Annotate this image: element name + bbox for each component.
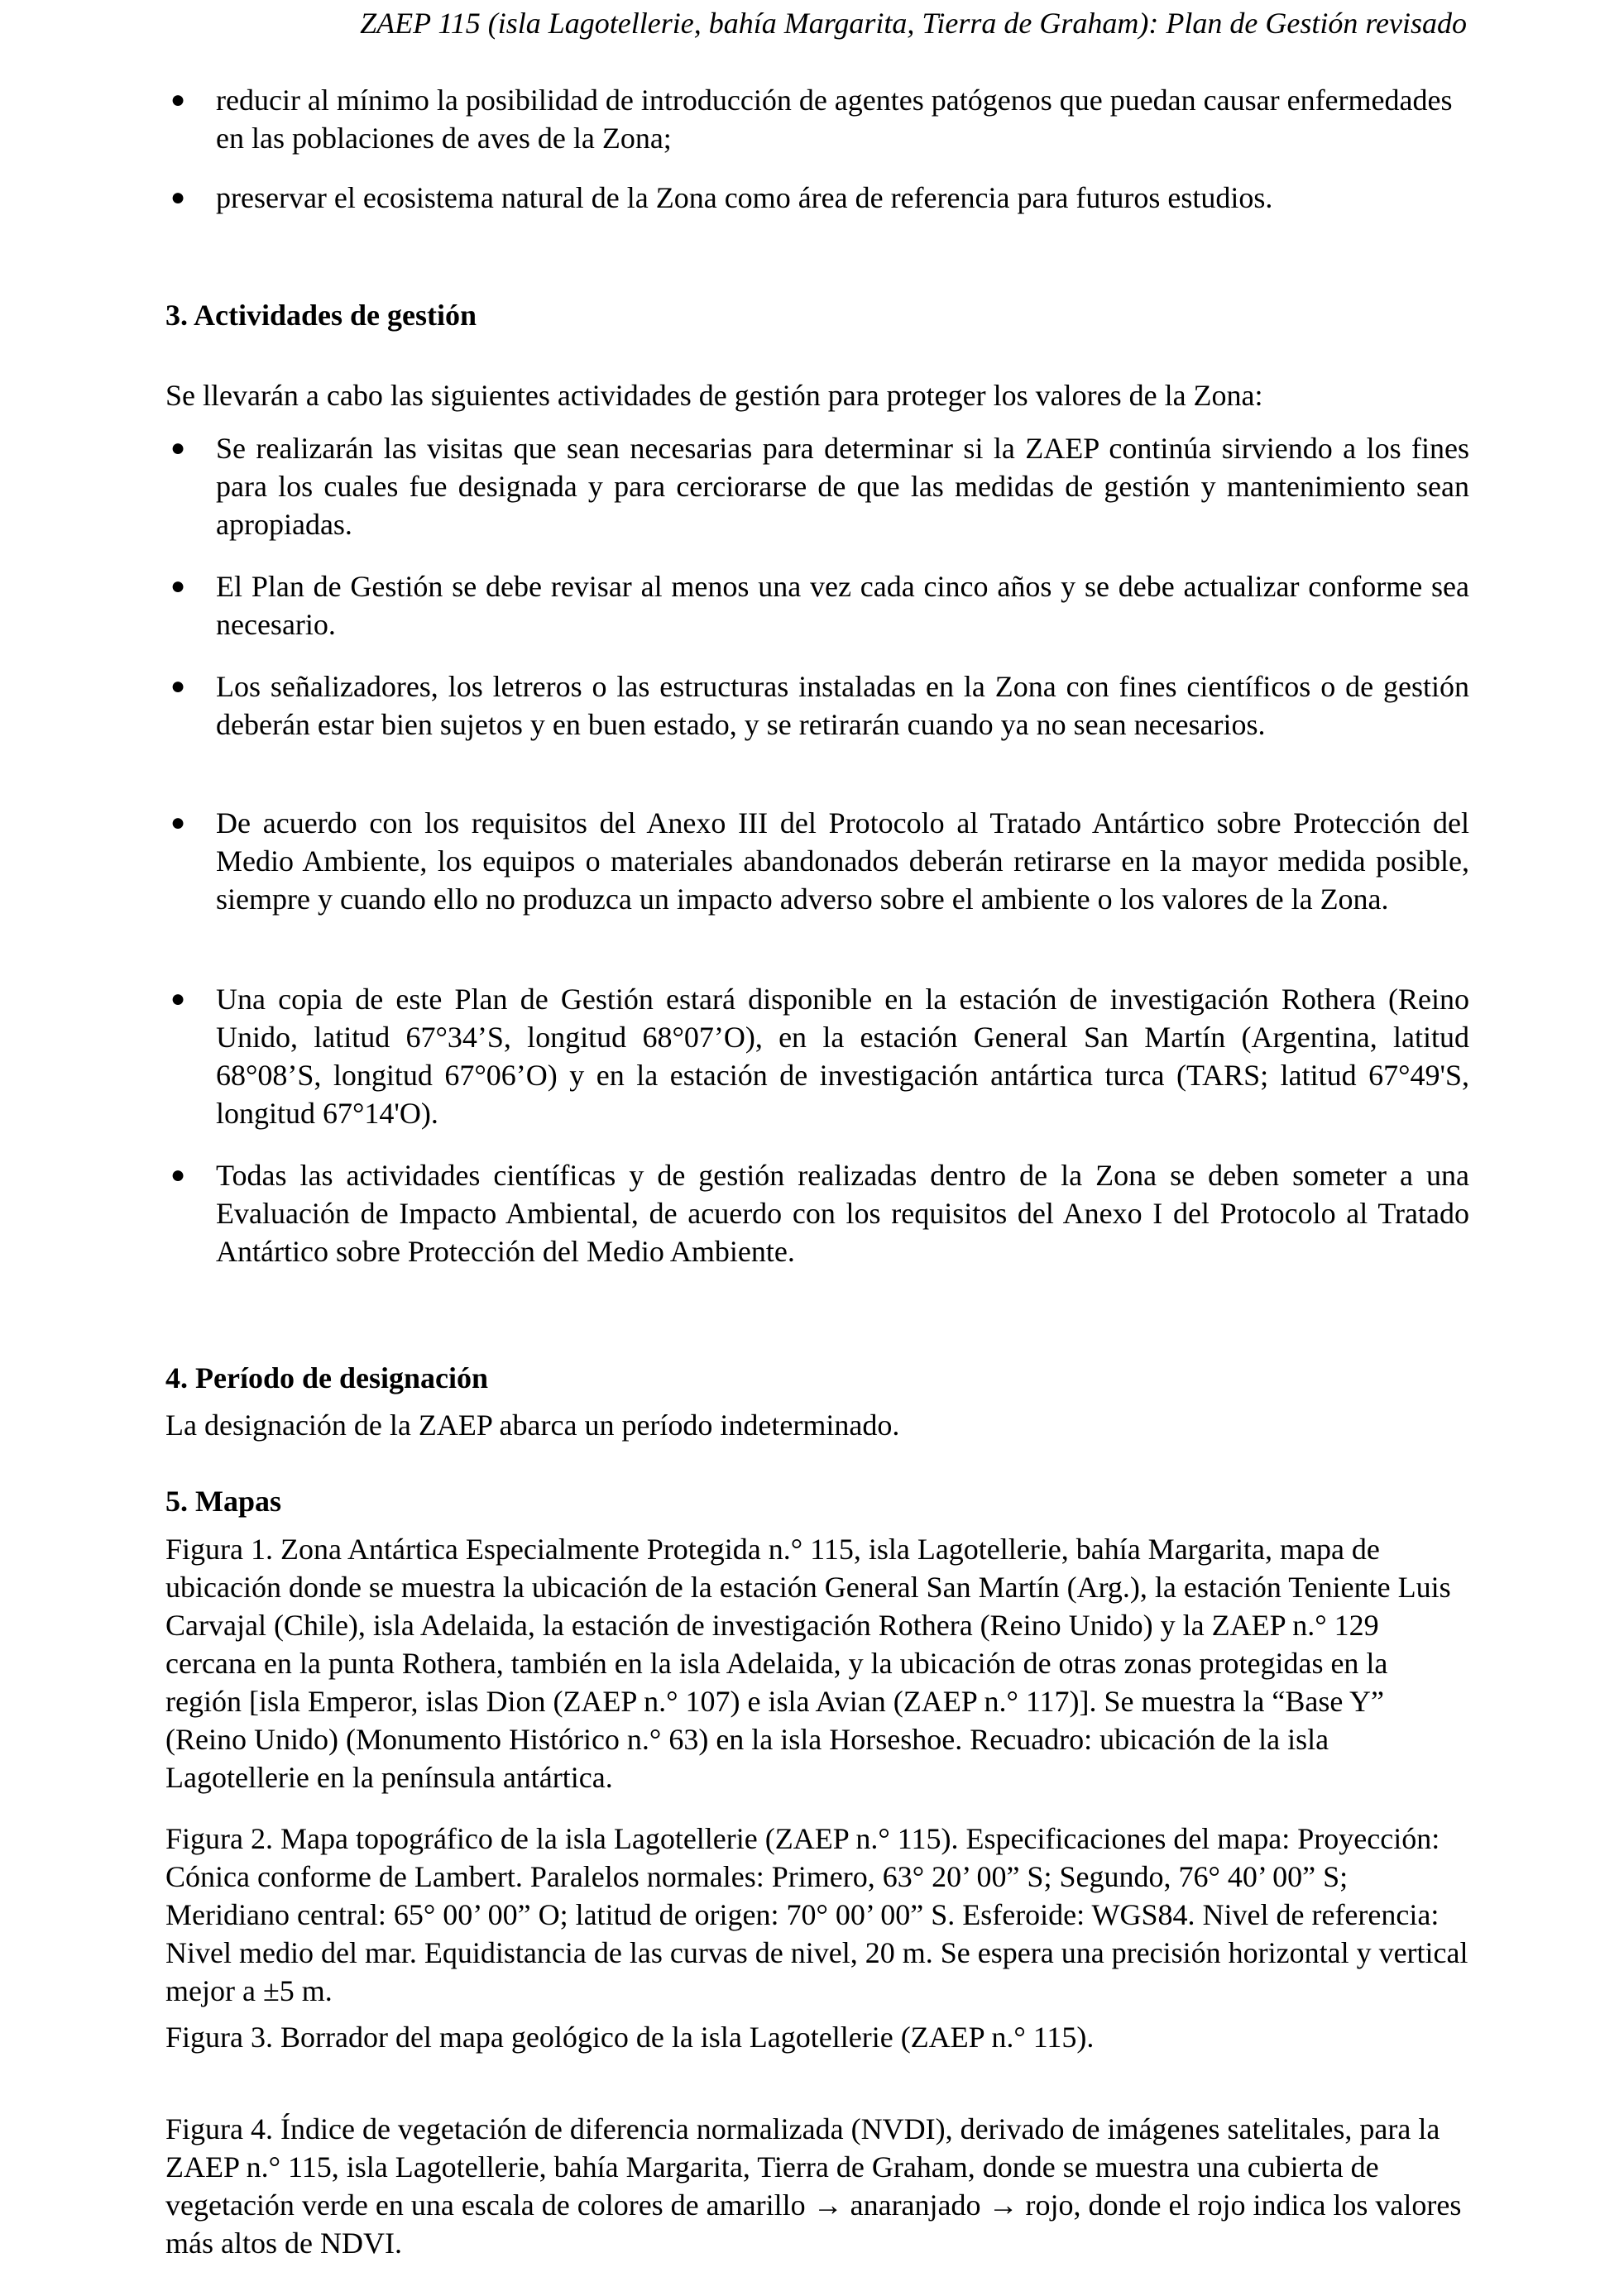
section-heading-3: 3. Actividades de gestión (165, 299, 477, 332)
bullet-icon: ● (170, 985, 186, 1012)
figure-2-caption: Figura 2. Mapa topográfico de la isla Lagotellerie (ZAEP n.° 115). Especificaciones del mapa: Proyección: Cónica conforme de Lambert. Paralelos normales: Primero, 63° 20’ 00” S; Segundo, 76° 40’ 00” S; Meridiano central: 65° 00’ 00” O; latitud de origen: 70° 00’ 00” S. Esferoide: WGS84. Nivel de referencia: Nivel medio del mar. Equidistancia de las curvas de nivel, 20 m. Se espera una precisión horizontal y vertical mejor a ±5 m. (165, 1822, 1468, 2007)
figure-1-caption: Figura 1. Zona Antártica Especialmente Protegida n.° 115, isla Lagotellerie, bahía Margarita, mapa de ubicación donde se muestra la ubicación de la estación General San Martín (Arg.), la estación Teniente Luis Carvajal (Chile), isla Adelaida, la estación de investigación Rothera (Reino Unido) y la ZAEP n.° 129 cercana en la punta Rothera, también en la isla Adelaida, y la ubicación de otras zonas protegidas en la región [isla Emperor, islas Dion (ZAEP n.° 107) e isla Avian (ZAEP n.° 117)]. Se muestra la “Base Y” (Reino Unido) (Monumento Histórico n.° 63) en la isla Horseshoe. Recuadro: ubicación de la isla Lagotellerie en la península antártica. (165, 1533, 1451, 1794)
section4-text: La designación de la ZAEP abarca un período indeterminado. (165, 1409, 900, 1442)
section-heading-4: 4. Período de designación (165, 1361, 489, 1394)
management-list-item-3 (165, 667, 1469, 744)
management-list-item-1 (165, 429, 1469, 543)
list-item: ● Se realizarán las visitas que sean necesarias para determinar si la ZAEP continúa sirviendo a los fines para los cuales fue designada y para cerciorarse de que las medidas de gestión y mantenimiento sean apropiadas. (165, 429, 1469, 543)
figure-4-caption: Figura 4. Índice de vegetación de diferencia normalizada (NVDI), derivado de imágenes satelitales, para la ZAEP n.° 115, isla Lagotellerie, bahía Margarita, Tierra de Graham, donde se muestra una cubierta de vegetación verde en una escala de colores de amarillo → anaranjado → rojo, donde el rojo indica los valores más altos de NDVI. (165, 2112, 1462, 2260)
management-list-item-2 (165, 567, 1469, 643)
bullet-icon: ● (170, 1161, 186, 1189)
list-item: ● Los señalizadores, los letreros o las estructuras instaladas en la Zona con fines científicos o de gestión deberán estar bien sujetos y en buen estado, y se retirarán cuando ya no sean necesarios. (165, 667, 1469, 744)
section-heading-5: 5. Mapas (165, 1485, 282, 1518)
list-item: ● De acuerdo con los requisitos del Anexo III del Protocolo al Tratado Antártico sobre Protección del Medio Ambiente, los equipos o materiales abandonados deberán retirarse en la mayor medida posible, siempre y cuando ello no produzca un impacto adverso sobre el ambiente o los valores de la Zona. (165, 804, 1469, 918)
objectives-list (165, 81, 1469, 157)
list-item: ● preservar el ecosistema natural de la Zona como área de referencia para futuros estudios. (165, 179, 1469, 217)
figure-3-caption: Figura 3. Borrador del mapa geológico de la isla Lagotellerie (ZAEP n.° 115). (165, 2021, 1095, 2054)
list-item: ● El Plan de Gestión se debe revisar al menos una vez cada cinco años y se debe actualizar conforme sea necesario. (165, 567, 1469, 643)
management-list-item-6 (165, 1156, 1469, 1270)
running-header: ZAEP 115 (isla Lagotellerie, bahía Margarita, Tierra de Graham): Plan de Gestión revisado (360, 7, 1467, 40)
management-list-item-4 (165, 804, 1469, 918)
bullet-icon: ● (170, 86, 186, 113)
list-item: ● Una copia de este Plan de Gestión estará disponible en la estación de investigación Rothera (Reino Unido, latitud 67°34’S, longitud 68°07’O), en la estación General San Martín (Argentina, latitud 68°08’S, longitud 67°06’O) y en la estación de investigación antártica turca (TARS; latitud 67°49'S, longitud 67°14'O). (165, 980, 1469, 1132)
bullet-icon: ● (170, 672, 186, 700)
bullet-icon: ● (170, 572, 186, 600)
management-list-item-5 (165, 980, 1469, 1132)
section3-intro: Se llevarán a cabo las siguientes actividades de gestión para proteger los valores de la Zona: (165, 379, 1263, 412)
bullet-icon: ● (170, 809, 186, 836)
objectives-list-2 (165, 179, 1469, 217)
bullet-icon: ● (170, 184, 186, 211)
bullet-icon: ● (170, 434, 186, 462)
list-item: ● reducir al mínimo la posibilidad de introducción de agentes patógenos que puedan causar enfermedades en las poblaciones de aves de la Zona; (165, 81, 1469, 157)
list-item: ● Todas las actividades científicas y de gestión realizadas dentro de la Zona se deben someter a una Evaluación de Impacto Ambiental, de acuerdo con los requisitos del Anexo I del Protocolo al Tratado Antártico sobre Protección del Medio Ambiente. (165, 1156, 1469, 1270)
